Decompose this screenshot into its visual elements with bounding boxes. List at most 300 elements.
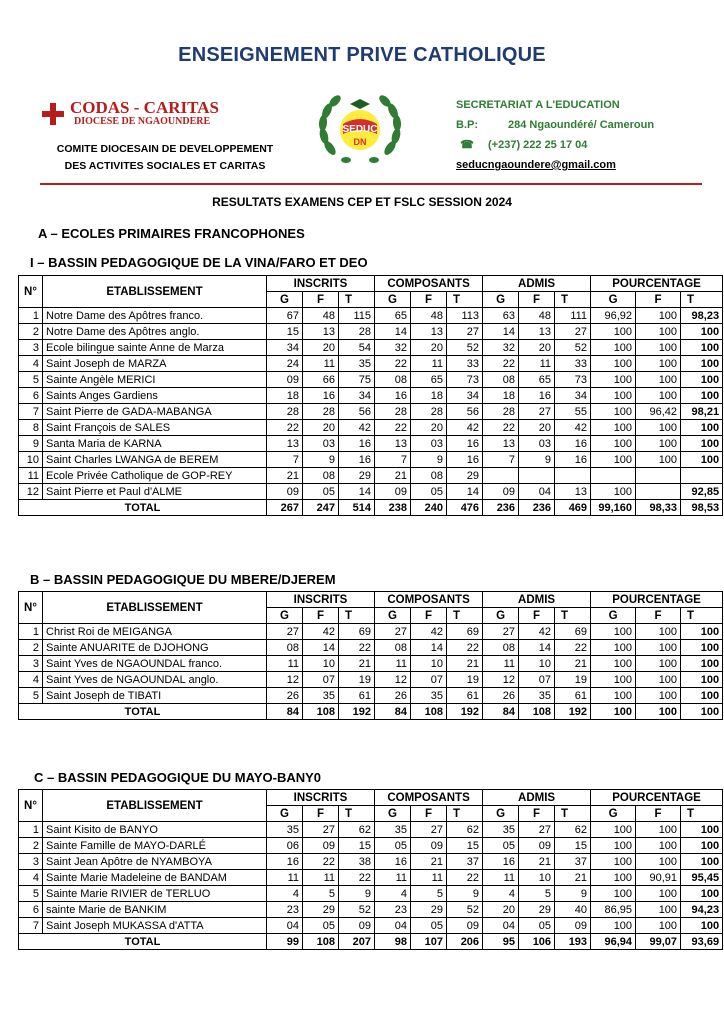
cell-value: 22: [447, 640, 483, 656]
cell-value: 98,21: [681, 404, 723, 420]
cell-value: 22: [483, 420, 519, 436]
cell-value: [681, 468, 723, 484]
total-value: 267: [267, 500, 303, 516]
school-name: Saint Pierre de GADA-MABANGA: [43, 404, 267, 420]
total-label: TOTAL: [19, 704, 267, 720]
header-divider: [40, 183, 702, 185]
row-number: 3: [19, 340, 43, 356]
cell-value: 100: [636, 308, 681, 324]
bassin-title: C – BASSIN PEDAGOGIQUE DU MAYO-BANY0: [34, 770, 322, 785]
caritas-logo: [42, 100, 292, 127]
school-name: Saint Pierre et Paul d'ALME: [43, 484, 267, 500]
cell-value: 100: [636, 688, 681, 704]
cell-value: 56: [339, 404, 375, 420]
cell-value: 35: [375, 822, 411, 838]
cell-value: 28: [483, 404, 519, 420]
cell-value: [519, 468, 555, 484]
row-number: 7: [19, 404, 43, 420]
school-name: Sainte Marie RIVIER de TERLUO: [43, 886, 267, 902]
cell-value: 100: [591, 656, 636, 672]
cell-value: 100: [681, 452, 723, 468]
table-row: [19, 436, 723, 452]
cell-value: 9: [447, 886, 483, 902]
col-subheader-g: G: [267, 608, 303, 624]
cell-value: 20: [303, 420, 339, 436]
cell-value: 18: [483, 388, 519, 404]
cell-value: 100: [636, 656, 681, 672]
cell-value: 09: [267, 372, 303, 388]
table-row: [19, 822, 723, 838]
total-value: 99: [267, 934, 303, 950]
col-header-num: N°: [19, 790, 43, 822]
cell-value: 100: [681, 372, 723, 388]
cell-value: 67: [267, 308, 303, 324]
row-number: 3: [19, 656, 43, 672]
table-row: [19, 672, 723, 688]
comite-text: [40, 141, 290, 175]
school-name: Saint Charles LWANGA de BEREM: [43, 452, 267, 468]
cell-value: 34: [267, 340, 303, 356]
cell-value: 33: [555, 356, 591, 372]
cell-value: 23: [267, 902, 303, 918]
header-row: [19, 276, 723, 292]
cell-value: 100: [681, 324, 723, 340]
col-header-etablissement: ETABLISSEMENT: [43, 592, 267, 624]
cell-value: 20: [519, 420, 555, 436]
cell-value: 100: [591, 324, 636, 340]
cell-value: 22: [447, 870, 483, 886]
cell-value: 20: [411, 340, 447, 356]
cell-value: 100: [681, 624, 723, 640]
total-value: 469: [555, 500, 591, 516]
cell-value: 21: [447, 656, 483, 672]
results-title: RESULTATS EXAMENS CEP ET FSLC SESSION 2024: [212, 195, 512, 209]
total-value: 193: [555, 934, 591, 950]
cell-value: 100: [591, 688, 636, 704]
total-value: 192: [339, 704, 375, 720]
col-subheader-f: F: [303, 292, 339, 308]
results-table: [18, 591, 723, 720]
row-number: 10: [19, 452, 43, 468]
cell-value: 100: [636, 624, 681, 640]
cell-value: 13: [519, 324, 555, 340]
cell-value: 100: [591, 886, 636, 902]
total-value: 95: [483, 934, 519, 950]
cell-value: 11: [375, 656, 411, 672]
cell-value: 09: [519, 838, 555, 854]
cell-value: 40: [555, 902, 591, 918]
col-subheader-t: T: [447, 608, 483, 624]
cell-value: 69: [339, 624, 375, 640]
cell-value: 100: [681, 388, 723, 404]
cell-value: 100: [636, 902, 681, 918]
cell-value: 35: [267, 822, 303, 838]
row-number: 8: [19, 420, 43, 436]
row-number: 12: [19, 484, 43, 500]
cell-value: 100: [591, 870, 636, 886]
table-row: [19, 404, 723, 420]
col-subheader-f: F: [519, 292, 555, 308]
col-subheader-f: F: [411, 608, 447, 624]
cell-value: 100: [591, 420, 636, 436]
cell-value: 5: [519, 886, 555, 902]
col-subheader-f: F: [519, 608, 555, 624]
cell-value: 7: [483, 452, 519, 468]
cell-value: 11: [483, 870, 519, 886]
col-header-inscrits: INSCRITS: [267, 276, 375, 292]
cell-value: 61: [447, 688, 483, 704]
cell-value: 94,23: [681, 902, 723, 918]
cell-value: 100: [681, 918, 723, 934]
cell-value: 12: [267, 672, 303, 688]
cell-value: 56: [447, 404, 483, 420]
cell-value: 4: [375, 886, 411, 902]
cell-value: 27: [411, 822, 447, 838]
total-value: 98,33: [636, 500, 681, 516]
cell-value: 07: [519, 672, 555, 688]
total-value: 108: [519, 704, 555, 720]
cell-value: 100: [636, 672, 681, 688]
col-subheader-t: T: [339, 806, 375, 822]
col-header-admis: ADMIS: [483, 592, 591, 608]
cell-value: 09: [483, 484, 519, 500]
cell-value: 05: [519, 918, 555, 934]
cell-value: 7: [267, 452, 303, 468]
header-row: [19, 790, 723, 806]
cell-value: 05: [375, 838, 411, 854]
cell-value: 33: [447, 356, 483, 372]
col-header-pourcentage: POURCENTAGE: [591, 790, 723, 806]
cell-value: 28: [339, 324, 375, 340]
cell-value: 69: [555, 624, 591, 640]
row-number: 5: [19, 372, 43, 388]
cell-value: 48: [411, 308, 447, 324]
cell-value: 73: [447, 372, 483, 388]
cell-value: 27: [483, 624, 519, 640]
cell-value: 65: [519, 372, 555, 388]
cell-value: 4: [267, 886, 303, 902]
col-subheader-g: G: [591, 608, 636, 624]
section-a-title: A – ECOLES PRIMAIRES FRANCOPHONES: [38, 226, 305, 241]
cell-value: 100: [591, 388, 636, 404]
table-row: [19, 340, 723, 356]
bp-value: 284 Ngaoundéré/ Cameroun: [508, 119, 655, 131]
col-header-num: N°: [19, 276, 43, 308]
cell-value: 28: [375, 404, 411, 420]
cell-value: 100: [591, 640, 636, 656]
cell-value: 100: [591, 822, 636, 838]
cell-value: 23: [375, 902, 411, 918]
total-value: 84: [375, 704, 411, 720]
cell-value: 32: [483, 340, 519, 356]
col-subheader-t: T: [555, 292, 591, 308]
col-subheader-t: T: [681, 292, 723, 308]
cell-value: [555, 468, 591, 484]
cell-value: 10: [519, 656, 555, 672]
col-subheader-g: G: [483, 292, 519, 308]
email-link[interactable]: seducngaoundere@gmail.com: [456, 159, 616, 171]
cell-value: 09: [339, 918, 375, 934]
cell-value: 65: [375, 308, 411, 324]
cell-value: 42: [411, 624, 447, 640]
col-header-composants: COMPOSANTS: [375, 790, 483, 806]
school-name: Saint Joseph MUKASSA d'ATTA: [43, 918, 267, 934]
school-name: sainte Marie de BANKIM: [43, 902, 267, 918]
cell-value: 13: [303, 324, 339, 340]
cell-value: 08: [267, 640, 303, 656]
cell-value: [636, 484, 681, 500]
col-header-etablissement: ETABLISSEMENT: [43, 790, 267, 822]
school-name: Saint Kisito de BANYO: [43, 822, 267, 838]
cell-value: 54: [339, 340, 375, 356]
row-number: 2: [19, 838, 43, 854]
col-subheader-g: G: [591, 292, 636, 308]
cell-value: 21: [519, 854, 555, 870]
row-number: 1: [19, 624, 43, 640]
cell-value: 08: [483, 640, 519, 656]
comite-line-1: COMITE DIOCESAIN DE DEVELOPPEMENT: [56, 143, 274, 155]
school-name: Saint Yves de NGAOUNDAL franco.: [43, 656, 267, 672]
cell-value: 13: [267, 436, 303, 452]
cell-value: 13: [375, 436, 411, 452]
cell-value: 61: [339, 688, 375, 704]
cell-value: 22: [339, 640, 375, 656]
total-value: 106: [519, 934, 555, 950]
cell-value: 100: [636, 886, 681, 902]
cell-value: 34: [447, 388, 483, 404]
cell-value: 09: [555, 918, 591, 934]
cell-value: 52: [447, 340, 483, 356]
col-header-pourcentage: POURCENTAGE: [591, 592, 723, 608]
cell-value: 48: [303, 308, 339, 324]
total-row: [19, 500, 723, 516]
cell-value: 21: [267, 468, 303, 484]
total-value: 240: [411, 500, 447, 516]
cell-value: 86,95: [591, 902, 636, 918]
cell-value: 111: [555, 308, 591, 324]
cell-value: 15: [447, 838, 483, 854]
cell-value: 05: [411, 918, 447, 934]
total-label: TOTAL: [19, 500, 267, 516]
table-row: [19, 854, 723, 870]
secretariat-title: SECRETARIAT A L'EDUCATION: [456, 99, 620, 111]
cell-value: 10: [303, 656, 339, 672]
svg-text:DN: DN: [353, 137, 367, 147]
table-row: [19, 308, 723, 324]
cell-value: 14: [519, 640, 555, 656]
cell-value: 26: [267, 688, 303, 704]
total-value: 107: [411, 934, 447, 950]
col-header-etablissement: ETABLISSEMENT: [43, 276, 267, 308]
cell-value: 62: [555, 822, 591, 838]
cell-value: 20: [519, 340, 555, 356]
cell-value: 100: [591, 672, 636, 688]
col-header-composants: COMPOSANTS: [375, 276, 483, 292]
cell-value: 21: [411, 854, 447, 870]
col-header-inscrits: INSCRITS: [267, 790, 375, 806]
row-number: 11: [19, 468, 43, 484]
col-subheader-g: G: [375, 806, 411, 822]
cell-value: 55: [555, 404, 591, 420]
row-number: 6: [19, 902, 43, 918]
col-subheader-t: T: [555, 608, 591, 624]
cell-value: 100: [681, 420, 723, 436]
cell-value: 69: [447, 624, 483, 640]
cell-value: 100: [636, 420, 681, 436]
cell-value: 09: [267, 484, 303, 500]
school-name: Saint Jean Apôtre de NYAMBOYA: [43, 854, 267, 870]
total-value: 108: [411, 704, 447, 720]
cell-value: 28: [303, 404, 339, 420]
cell-value: 29: [519, 902, 555, 918]
cell-value: 100: [591, 854, 636, 870]
cell-value: 22: [339, 870, 375, 886]
school-name: Saint Joseph de MARZA: [43, 356, 267, 372]
cell-value: 07: [303, 672, 339, 688]
bassin-title: B – BASSIN PEDAGOGIQUE DU MBERE/DJEREM: [30, 572, 336, 587]
cell-value: 08: [375, 640, 411, 656]
cell-value: 16: [375, 854, 411, 870]
cell-value: 27: [267, 624, 303, 640]
table-row: [19, 468, 723, 484]
cell-value: 05: [303, 484, 339, 500]
caritas-name: CODAS - CARITAS: [70, 98, 219, 117]
cell-value: 22: [375, 420, 411, 436]
cell-value: 100: [591, 340, 636, 356]
cell-value: 16: [519, 388, 555, 404]
cell-value: 11: [411, 356, 447, 372]
total-value: 99,07: [636, 934, 681, 950]
cell-value: 16: [339, 452, 375, 468]
cell-value: 12: [483, 672, 519, 688]
school-name: Sainte Famille de MAYO-DARLÉ: [43, 838, 267, 854]
table-row: [19, 624, 723, 640]
cell-value: 100: [636, 452, 681, 468]
cell-value: 27: [519, 404, 555, 420]
cell-value: 100: [636, 838, 681, 854]
cell-value: 29: [447, 468, 483, 484]
table-row: [19, 484, 723, 500]
cell-value: 100: [681, 822, 723, 838]
cell-value: 9: [519, 452, 555, 468]
total-value: 108: [303, 704, 339, 720]
cell-value: 52: [339, 902, 375, 918]
cell-value: 16: [267, 854, 303, 870]
col-subheader-f: F: [636, 292, 681, 308]
total-value: 93,69: [681, 934, 723, 950]
caritas-diocese: DIOCESE DE NGAOUNDERE: [74, 116, 211, 127]
table-row: [19, 902, 723, 918]
cell-value: 21: [339, 656, 375, 672]
cell-value: 16: [339, 436, 375, 452]
cell-value: 42: [555, 420, 591, 436]
col-subheader-t: T: [339, 292, 375, 308]
total-value: 100: [591, 704, 636, 720]
cell-value: 100: [681, 436, 723, 452]
col-subheader-f: F: [636, 806, 681, 822]
cell-value: 05: [411, 484, 447, 500]
col-subheader-t: T: [681, 608, 723, 624]
school-name: Ecole Privée Catholique de GOP-REY: [43, 468, 267, 484]
school-name: Christ Roi de MEIGANGA: [43, 624, 267, 640]
total-value: 96,94: [591, 934, 636, 950]
school-name: Saint François de SALES: [43, 420, 267, 436]
col-subheader-g: G: [483, 806, 519, 822]
col-subheader-t: T: [681, 806, 723, 822]
total-label: TOTAL: [19, 934, 267, 950]
total-value: 84: [267, 704, 303, 720]
col-subheader-f: F: [519, 806, 555, 822]
table-row: [19, 640, 723, 656]
total-value: 108: [303, 934, 339, 950]
cell-value: 13: [411, 324, 447, 340]
col-header-admis: ADMIS: [483, 276, 591, 292]
cell-value: 42: [303, 624, 339, 640]
cell-value: 27: [375, 624, 411, 640]
cell-value: 100: [591, 484, 636, 500]
col-subheader-g: G: [267, 292, 303, 308]
cell-value: 14: [411, 640, 447, 656]
cell-value: 37: [447, 854, 483, 870]
cell-value: 63: [483, 308, 519, 324]
table-row: [19, 688, 723, 704]
total-row: [19, 704, 723, 720]
cell-value: 100: [591, 356, 636, 372]
cell-value: 15: [555, 838, 591, 854]
school-name: Notre Dame des Apôtres franco.: [43, 308, 267, 324]
cell-value: 4: [483, 886, 519, 902]
cell-value: 100: [636, 340, 681, 356]
row-number: 1: [19, 308, 43, 324]
total-value: 236: [519, 500, 555, 516]
cell-value: 16: [447, 452, 483, 468]
col-header-pourcentage: POURCENTAGE: [591, 276, 723, 292]
cell-value: 100: [591, 624, 636, 640]
cell-value: 03: [411, 436, 447, 452]
svg-text:SEDUC: SEDUC: [342, 124, 378, 135]
cell-value: 22: [375, 356, 411, 372]
row-number: 4: [19, 356, 43, 372]
table-row: [19, 838, 723, 854]
cell-value: 100: [636, 372, 681, 388]
col-subheader-t: T: [447, 806, 483, 822]
cell-value: 11: [303, 356, 339, 372]
cell-value: 05: [303, 918, 339, 934]
cell-value: 26: [375, 688, 411, 704]
cell-value: 16: [375, 388, 411, 404]
school-name: Santa Maria de KARNA: [43, 436, 267, 452]
table-row: [19, 388, 723, 404]
cell-value: 08: [411, 468, 447, 484]
cell-value: 11: [375, 870, 411, 886]
col-subheader-g: G: [591, 806, 636, 822]
total-value: 192: [555, 704, 591, 720]
cell-value: 27: [303, 822, 339, 838]
cell-value: 100: [681, 688, 723, 704]
cell-value: 100: [681, 640, 723, 656]
cell-value: 65: [411, 372, 447, 388]
cell-value: 48: [519, 308, 555, 324]
cell-value: 10: [411, 656, 447, 672]
cell-value: 42: [339, 420, 375, 436]
row-number: 5: [19, 688, 43, 704]
cell-value: 5: [303, 886, 339, 902]
document-title: ENSEIGNEMENT PRIVE CATHOLIQUE: [178, 44, 546, 66]
col-subheader-f: F: [636, 608, 681, 624]
col-header-admis: ADMIS: [483, 790, 591, 806]
cell-value: 35: [411, 688, 447, 704]
cell-value: 21: [555, 656, 591, 672]
